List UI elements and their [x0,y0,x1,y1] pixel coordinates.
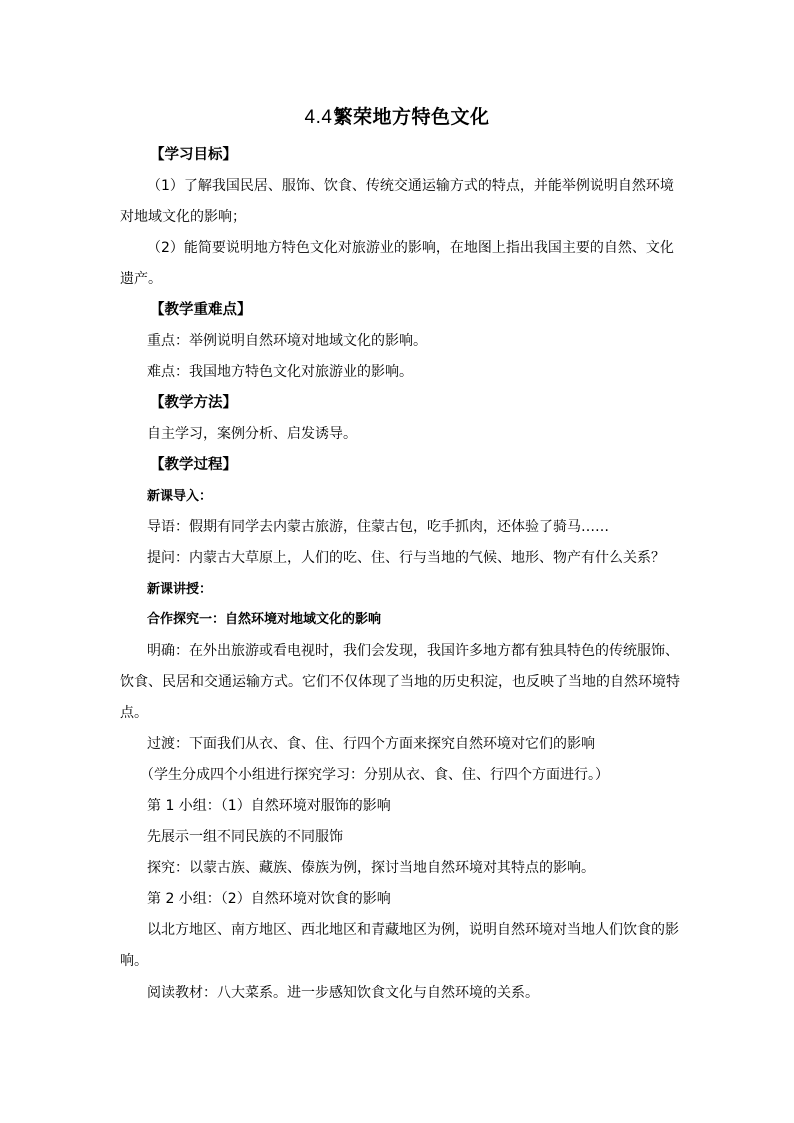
difficult-point: 难点：我国地方特色文化对旅游业的影响。 [147,364,413,380]
group2-line2: 响。 [120,953,148,969]
method-heading: 【教学方法】 [150,395,237,411]
intro-question: 提问：内蒙古大草原上，人们的吃、住、行与当地的气候、地形、物产有什么关系？ [147,550,665,566]
explain-line1: 明确：在外出旅游或看电视时，我们会发现，我国许多地方都有独具特色的传统服饰、 [147,643,679,659]
intro-guide: 导语：假期有同学去内蒙古旅游，住蒙古包，吃手抓肉，还体验了骑马…… [147,519,609,535]
key-heading: 【教学重难点】 [150,302,252,318]
intro-label: 新课导入： [147,489,213,504]
coop-label: 合作探究一：自然环境对地域文化的影响 [147,612,382,627]
goal1-line1: （1）了解我国民居、服饰、饮食、传统交通运输方式的特点，并能举例说明自然环境 [147,178,674,194]
method-text: 自主学习，案例分析、启发诱导。 [147,426,357,442]
group1-title: 第 1 小组：（1）自然环境对服饰的影响 [147,798,391,814]
group2-line1: 以北方地区、南方地区、西北地区和青藏地区为例，说明自然环境对当地人们饮食的影 [147,922,679,938]
title-number: 4.4 [304,107,333,128]
goal2-line2: 遗产。 [120,271,162,287]
group2-title: 第 2 小组：（2）自然环境对饮食的影响 [147,891,391,907]
page-title [0,104,794,131]
key-point: 重点：举例说明自然环境对地域文化的影响。 [147,333,427,349]
goal1-line2: 对地域文化的影响； [120,209,246,225]
title-text: 繁荣地方特色文化 [333,106,490,128]
group1-show: 先展示一组不同民族的不同服饰 [147,829,343,845]
explain-line3: 点。 [120,705,148,721]
reading-text: 阅读教材：八大菜系。进一步感知饮食文化与自然环境的关系。 [147,985,539,1001]
group1-explore: 探究：以蒙古族、藏族、傣族为例，探讨当地自然环境对其特点的影响。 [147,860,595,876]
explain-line2: 饮食、民居和交通运输方式。它们不仅体现了当地的历史积淀，也反映了当地的自然环境特 [120,674,680,690]
goals-heading: 【学习目标】 [150,147,237,163]
process-heading: 【教学过程】 [150,457,237,473]
goal2-line1: （2）能简要说明地方特色文化对旅游业的影响，在地图上指出我国主要的自然、文化 [147,240,674,256]
transition-text: 过渡：下面我们从衣、食、住、行四个方面来探究自然环境对它们的影响 [147,736,595,752]
lecture-label: 新课讲授： [147,582,213,597]
grouping-text: （学生分成四个小组进行探究学习：分别从衣、食、住、行四个方面进行。） [140,767,609,783]
